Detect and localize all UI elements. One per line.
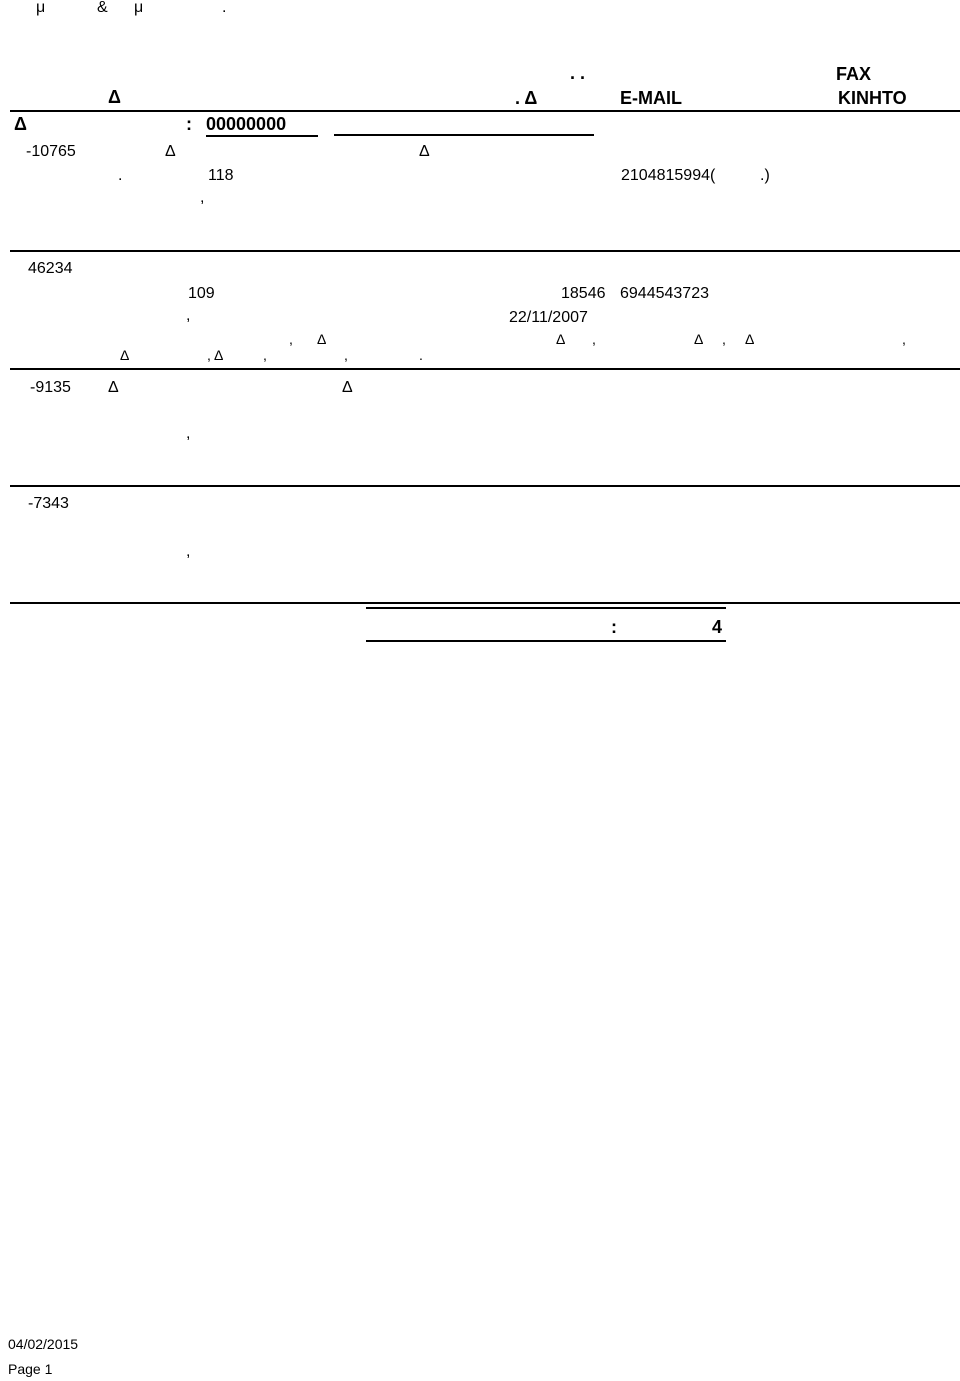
top-dot: . — [222, 0, 227, 16]
record-3-comma: , — [186, 425, 191, 442]
rule-1 — [10, 250, 960, 252]
record-1-dot: . — [118, 167, 123, 184]
record-2-line3-4: Δ — [694, 331, 704, 347]
section-delta: Δ — [14, 114, 27, 134]
rule-2 — [10, 368, 960, 370]
header-dots: . . — [570, 63, 586, 83]
header-email: E-MAIL — [620, 88, 682, 108]
section-colon: : — [186, 114, 192, 134]
total-colon: : — [611, 617, 617, 637]
footer-date: 04/02/2015 — [8, 1336, 79, 1352]
record-2-mobile: 6944543723 — [620, 285, 709, 302]
record-2-line3-1: Δ — [317, 331, 327, 347]
record-2-code: 46234 — [28, 260, 73, 277]
footer-page: Page 1 — [8, 1361, 53, 1377]
header-delta: Δ — [108, 87, 121, 107]
record-2-comma: , — [186, 307, 191, 324]
record-2-line3-0: , — [289, 331, 293, 347]
record-1-comma: , — [200, 189, 205, 206]
record-2-line3-7: , — [902, 331, 906, 347]
header-fax: FAX — [836, 64, 872, 84]
header-rule — [10, 110, 960, 112]
header-dot-delta: . Δ — [515, 88, 538, 108]
top-ampersand: & — [97, 0, 108, 16]
section-underline — [334, 134, 594, 136]
record-1-delta-b: Δ — [419, 143, 430, 160]
record-4-code: -7343 — [28, 495, 69, 512]
total-rule-bottom — [366, 640, 726, 642]
record-1-phone-suffix: .) — [760, 167, 770, 184]
record-2-line4-2: , — [263, 347, 267, 363]
record-4-comma: , — [186, 543, 191, 560]
section-number: 00000000 — [206, 115, 318, 137]
top-mu-2: μ — [134, 0, 144, 16]
record-2-line3-3: , — [592, 331, 596, 347]
record-1-phone: 2104815994( — [621, 167, 716, 184]
record-2-number: 109 — [188, 285, 215, 302]
record-2-line4-3: , — [344, 347, 348, 363]
record-3-delta-a: Δ — [108, 379, 119, 396]
record-1-number: 118 — [208, 167, 234, 184]
rule-3 — [10, 485, 960, 487]
record-2-date: 22/11/2007 — [509, 309, 588, 326]
record-2-line3-6: Δ — [745, 331, 755, 347]
record-2-line3-2: Δ — [556, 331, 566, 347]
header-kinito: ΚΙΝΗΤΟ — [838, 88, 907, 108]
record-3-code: -9135 — [30, 379, 71, 396]
total-rule-top — [366, 607, 726, 609]
record-2-line4-4: . — [419, 347, 423, 363]
record-3-delta-b: Δ — [342, 379, 353, 396]
record-1-delta-a: Δ — [165, 143, 176, 160]
record-1-code: -10765 — [26, 143, 76, 160]
record-2-line4-0: Δ — [120, 347, 130, 363]
record-2-line3-5: , — [722, 331, 726, 347]
record-2-postal: 18546 — [561, 285, 606, 302]
record-2-line4-1: , Δ — [207, 347, 224, 363]
rule-4 — [10, 602, 960, 604]
top-mu-1: μ — [36, 0, 46, 16]
total-value: 4 — [712, 617, 723, 637]
